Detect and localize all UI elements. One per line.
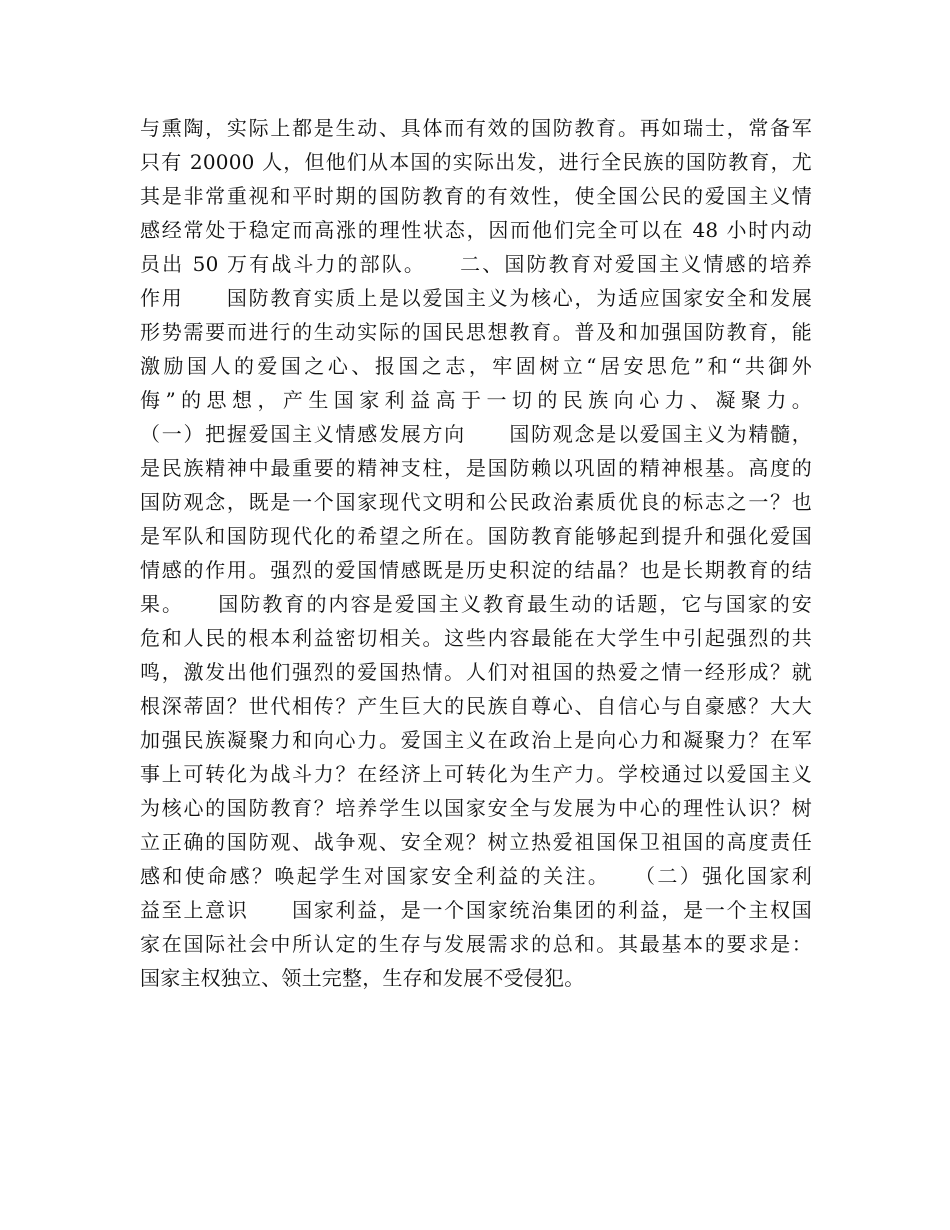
text-line-13: 是军队和国防现代化的希望之所在。国防教育能够起到提升和强化爱国 [140,524,812,548]
text-line-9: 侮”的思想，产生国家利益高于一切的民族向心力、凝聚力。 [140,388,812,412]
text-line-14: 情感的作用。强烈的爱国情感既是历史积淀的结晶？也是长期教育的结 [140,558,812,582]
text-line-22: 立正确的国防观、战争观、安全观？树立热爱祖国保卫祖国的高度责任 [140,830,812,854]
text-line-17: 鸣，激发出他们强烈的爱国热情。人们对祖国的热爱之情一经形成？就 [140,660,812,684]
text-line-16: 危和人民的根本利益密切相关。这些内容最能在大学生中引起强烈的共 [140,626,812,650]
body-text [140,111,812,995]
text-line-12: 国防观念，既是一个国家现代文明和公民政治素质优良的标志之一？也 [140,490,812,514]
text-line-2: 只有 20000 人，但他们从本国的实际出发，进行全民族的国防教育，尤 [140,150,812,174]
text-line-25: 家在国际社会中所认定的生存与发展需求的总和。其最基本的要求是： [140,932,812,956]
text-line-4: 感经常处于稳定而高涨的理性状态，因而他们完全可以在 48 小时内动 [140,218,812,242]
text-line-26: 国家主权独立、领土完整，生存和发展不受侵犯。 [140,966,585,990]
text-line-18: 根深蒂固？世代相传？产生巨大的民族自尊心、自信心与自豪感？大大 [140,694,812,718]
text-line-6: 作用 国防教育实质上是以爱国主义为核心，为适应国家安全和发展 [140,286,812,310]
text-line-10: （一）把握爱国主义情感发展方向 国防观念是以爱国主义为精髓， [140,422,812,446]
text-line-19: 加强民族凝聚力和向心力。爱国主义在政治上是向心力和凝聚力？在军 [140,728,812,752]
text-line-7: 形势需要而进行的生动实际的国民思想教育。普及和加强国防教育，能 [140,320,812,344]
text-line-5: 员出 50 万有战斗力的部队。 二、国防教育对爱国主义情感的培养 [140,252,812,276]
text-line-21: 为核心的国防教育？培养学生以国家安全与发展为中心的理性认识？树 [140,796,812,820]
text-line-8: 激励国人的爱国之心、报国之志，牢固树立“居安思危”和“共御外 [140,354,812,378]
text-line-1: 与熏陶，实际上都是生动、具体而有效的国防教育。再如瑞士，常备军 [140,116,812,140]
text-line-23: 感和使命感？唤起学生对国家安全利益的关注。 （二）强化国家利 [140,864,812,888]
text-line-15: 果。 国防教育的内容是爱国主义教育最生动的话题，它与国家的安 [140,592,812,616]
text-line-20: 事上可转化为战斗力？在经济上可转化为生产力。学校通过以爱国主义 [140,762,812,786]
text-line-24: 益至上意识 国家利益，是一个国家统治集团的利益，是一个主权国 [140,898,812,922]
text-line-3: 其是非常重视和平时期的国防教育的有效性，使全国公民的爱国主义情 [140,184,812,208]
text-line-11: 是民族精神中最重要的精神支柱，是国防赖以巩固的精神根基。高度的 [140,456,812,480]
